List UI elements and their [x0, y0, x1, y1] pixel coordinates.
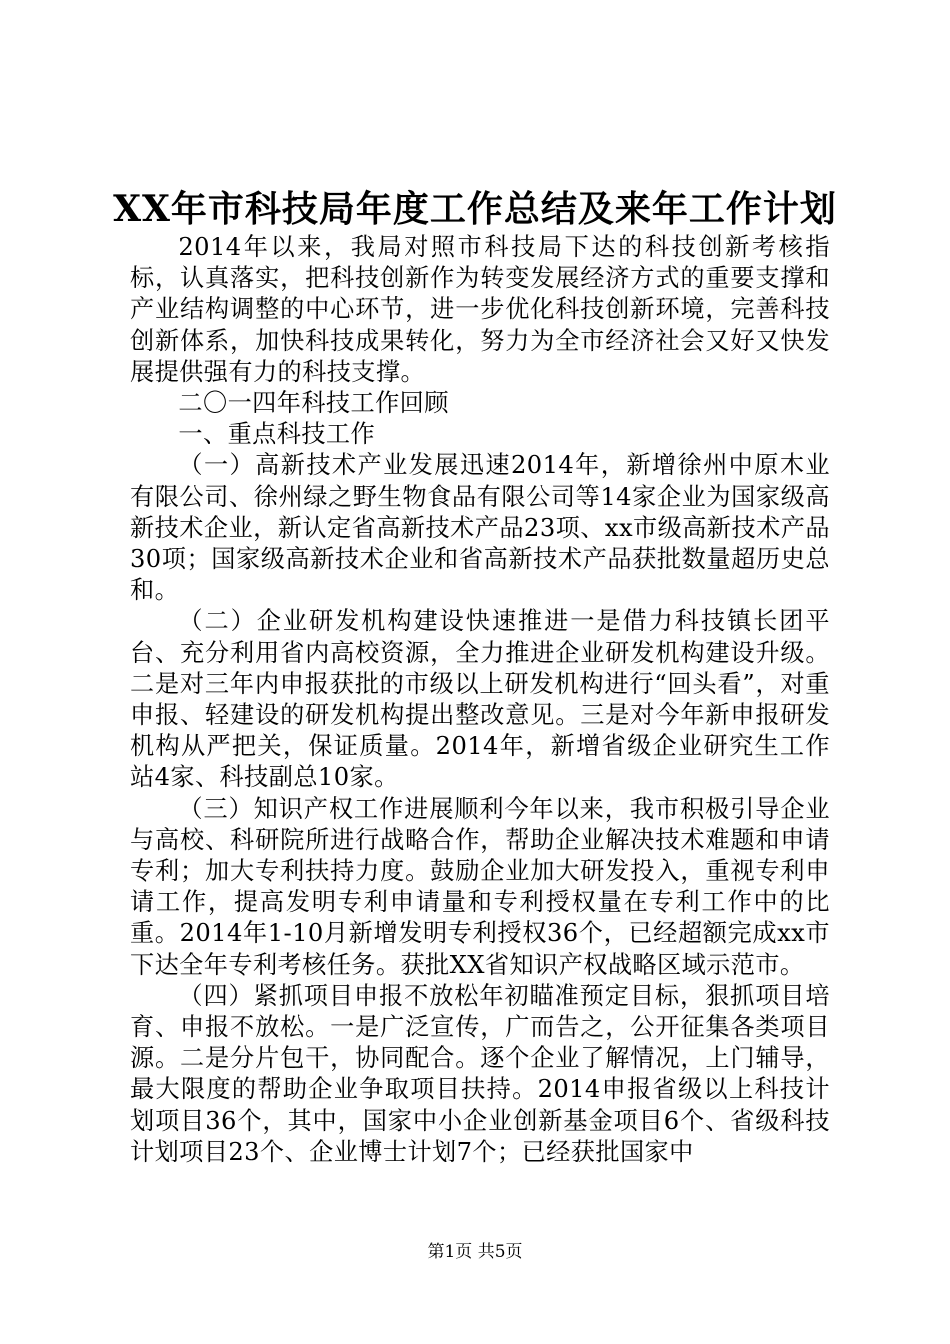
paragraph-item-2: （二）企业研发机构建设快速推进一是借力科技镇长团平台、充分利用省内高校资源，全力推进企业研发机构建设升级。二是对三年内申报获批的市级以上研发机构进行“回头看”，对重申报、轻建设的研发机构提出整改意见。三是对今年新申报研发机构从严把关，保证质量。2014年，新增省级企业研究生工作站4家、科技副总10家。: [130, 607, 830, 792]
paragraph-item-3: （三）知识产权工作进展顺利今年以来，我市积极引导企业与高校、科研院所进行战略合作，帮助企业解决技术难题和申请专利；加大专利扶持力度。鼓励企业加大研发投入，重视专利申请工作，提高发明专利申请量和专利授权量在专利工作中的比重。2014年1-10月新增发明专利授权36个，已经超额完成xx市下达全年专利考核任务。获批XX省知识产权战略区域示范市。: [130, 794, 830, 979]
paragraph-item-1: （一）高新技术产业发展迅速2014年，新增徐州中原木业有限公司、徐州绿之野生物食品有限公司等14家企业为国家级高新技术企业，新认定省高新技术产品23项、xx市级高新技术产品30项；国家级高新技术企业和省高新技术产品获批数量超历史总和。: [130, 451, 830, 605]
paragraph-review-heading: 二〇一四年科技工作回顾: [178, 389, 449, 418]
page-footer: 第1页 共5页: [427, 1242, 523, 1262]
paragraph-section-heading: 一、重点科技工作: [178, 420, 376, 449]
paragraph-intro: 2014年以来，我局对照市科技局下达的科技创新考核指标，认真落实，把科技创新作为转变发展经济方式的重要支撑和产业结构调整的中心环节，进一步优化科技创新环境，完善科技创新体系，加快科技成果转化，努力为全市经济社会又好又快发展提供强有力的科技支撑。: [130, 233, 830, 386]
paragraph-item-4: （四）紧抓项目申报不放松年初瞄准预定目标，狠抓项目培育、申报不放松。一是广泛宣传，广而告之，公开征集各类项目源。二是分片包干，协同配合。逐个企业了解情况，上门辅导，最大限度的帮助企业争取项目扶持。2014申报省级以上科技计划项目36个，其中，国家中小企业创新基金项目6个、省级科技计划项目23个、企业博士计划7个；已经获批国家中: [130, 981, 830, 1166]
document-title: XX年市科技局年度工作总结及来年工作计划: [113, 188, 837, 230]
document-body: [130, 232, 830, 1168]
